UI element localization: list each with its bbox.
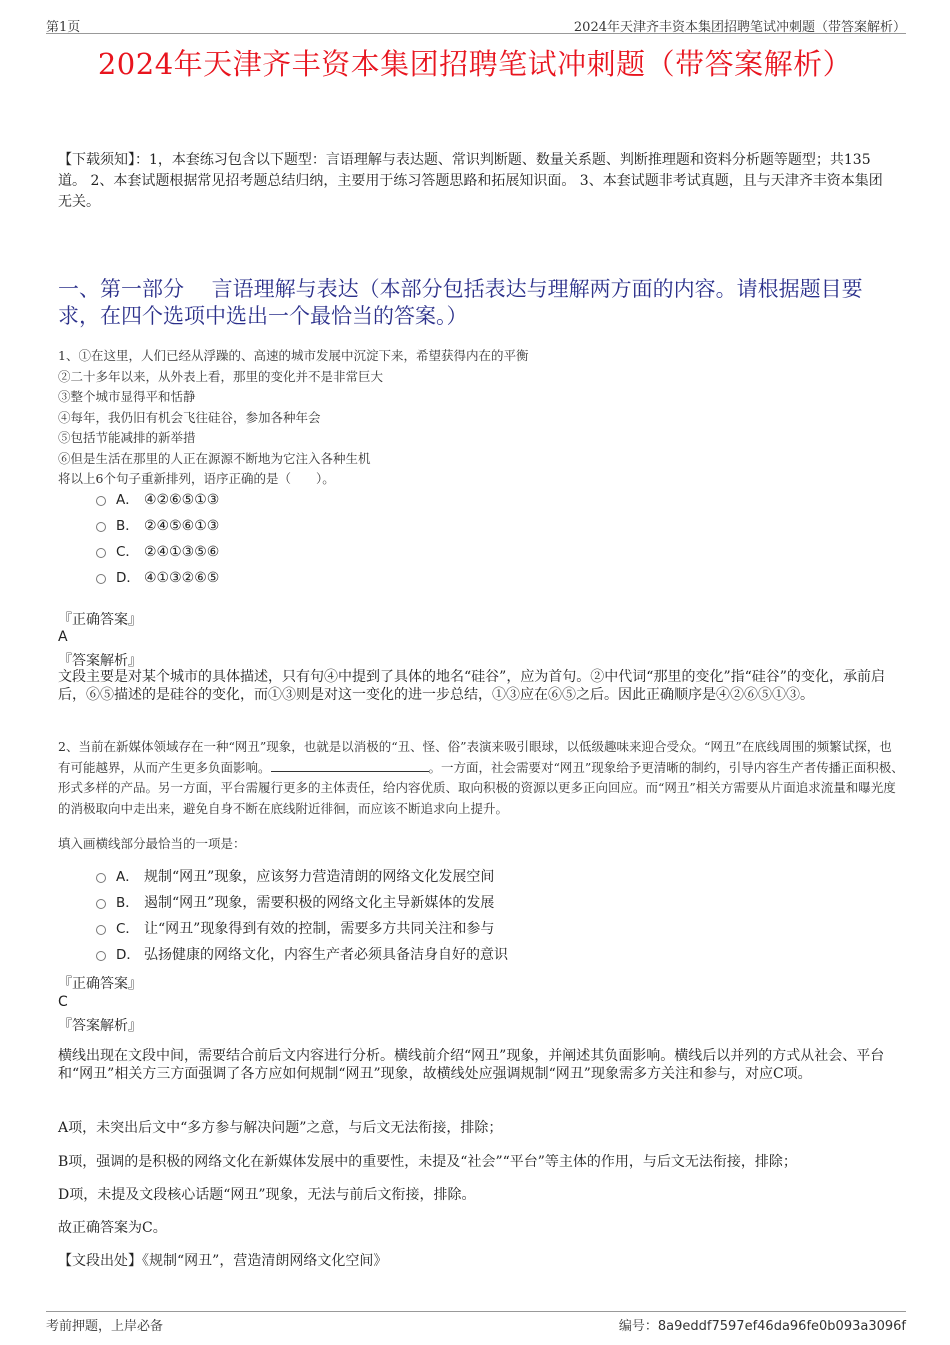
option-text: 让“网丑”现象得到有效的控制，需要多方共同关注和参与 bbox=[144, 921, 495, 937]
q2-stem-after: 。一方面，社会需要对“网丑”现象给予更清晰的制约，引导内容生产者传播正面积极、形式多样的产品。另一方面，平台需履行更多的主体责任，给内容优质、取向积极的资源以更多正向回应。而“网丑”相关方需要从片面追求流量和曝光度的消极取向中走出来，避免自身不断在底线附近徘徊，而应该不断追求向上提升。 bbox=[58, 759, 904, 816]
q2-analysis-paragraph: A项，未突出后文中“多方参与解决问题”之意，与后文无法衔接，排除； bbox=[58, 1120, 503, 1136]
option-letter: A． bbox=[116, 869, 139, 885]
q1-line: 将以上6个句子重新排列，语序正确的是（ ）。 bbox=[58, 471, 335, 486]
radio-button[interactable] bbox=[96, 574, 106, 584]
q1-analysis: 文段主要是对某个城市的具体描述，只有句④中提到了具体的地名“硅谷”，应为首句。②中代词“那里的变化”指“硅谷”的变化，承前启后，⑥⑤描述的是硅谷的变化，而①③则是对这一变化的进一步总结，①③应在⑥⑤之后。因此正确顺序是④②⑥⑤①③。 bbox=[58, 669, 885, 703]
question-2-options bbox=[96, 864, 508, 968]
q2-analysis-paragraph: D项，未提及文段核心话题“网丑”现象，无法与前后文衔接，排除。 bbox=[58, 1187, 476, 1203]
q1-line: ③整个城市显得平和恬静 bbox=[58, 389, 196, 404]
q1-line: ②二十多年以来，从外表上看，那里的变化并不是非常巨大 bbox=[58, 368, 384, 384]
option-text: 遏制“网丑”现象，需要积极的网络文化主导新媒体的发展 bbox=[144, 895, 495, 911]
radio-button[interactable] bbox=[96, 522, 106, 532]
radio-button[interactable] bbox=[96, 548, 106, 558]
footer-divider bbox=[46, 1311, 906, 1312]
option-letter: B． bbox=[116, 895, 139, 911]
question-2-stem bbox=[58, 737, 904, 819]
fill-blank bbox=[271, 759, 429, 772]
q1-answer-label: 『正确答案』 bbox=[58, 612, 142, 628]
radio-button[interactable] bbox=[96, 873, 106, 883]
option-text: ②④⑤⑥①③ bbox=[144, 518, 220, 534]
option-letter: D． bbox=[116, 947, 140, 963]
q1-answer: A bbox=[58, 629, 68, 645]
q2-answer: C bbox=[58, 994, 68, 1010]
q2-prompt: 填入画横线部分最恰当的一项是： bbox=[58, 836, 246, 851]
footer-slogan: 考前押题，上岸必备 bbox=[46, 1319, 164, 1334]
q1-option-d[interactable] bbox=[96, 565, 219, 591]
section-heading: 一、第一部分 言语理解与表达（本部分包括表达与理解两方面的内容。请根据题目要求，在四个选项中选出一个最恰当的答案。） bbox=[58, 277, 863, 328]
question-1-options bbox=[96, 487, 219, 591]
radio-button[interactable] bbox=[96, 925, 106, 935]
radio-button[interactable] bbox=[96, 951, 106, 961]
page-number: 第1页 bbox=[46, 20, 81, 35]
q2-stem-before: 2、当前在新媒体领域存在一种“网丑”现象，也就是以消极的“丑、怪、俗”表演来吸引眼球，以低级趣味来迎合受众。“网丑”在底线周围的频繁试探，也有可能越界，从而产生更多负面影响。 bbox=[58, 739, 892, 775]
option-text: ④②⑥⑤①③ bbox=[144, 492, 220, 508]
option-text: ④①③②⑥⑤ bbox=[144, 570, 220, 586]
q1-line: 1、①在这里，人们已经从浮躁的、高速的城市发展中沉淀下来，希望获得内在的平衡 bbox=[58, 348, 529, 363]
header-doc-title: 2024年天津齐丰资本集团招聘笔试冲刺题（带答案解析） bbox=[573, 20, 906, 35]
q1-option-c[interactable] bbox=[96, 539, 219, 565]
option-text: 弘扬健康的网络文化，内容生产者必须具备洁身自好的意识 bbox=[144, 947, 508, 963]
q1-option-a[interactable] bbox=[96, 487, 219, 513]
q1-line: ⑤包括节能减排的新举措 bbox=[58, 430, 196, 445]
q2-source: 【文段出处】《规制“网丑”，营造清朗网络文化空间》 bbox=[58, 1253, 388, 1269]
footer-doc-id: 编号：8a9eddf7597ef46da96fe0b093a3096f bbox=[618, 1319, 906, 1334]
page-title: 2024年天津齐丰资本集团招聘笔试冲刺题（带答案解析） bbox=[97, 47, 853, 81]
q2-option-c[interactable] bbox=[96, 916, 508, 942]
option-letter: B． bbox=[116, 518, 139, 534]
q2-analysis-paragraph: B项，强调的是积极的网络文化在新媒体发展中的重要性，未提及“社会”“平台”等主体的作用，与后文无法衔接，排除； bbox=[58, 1154, 797, 1170]
download-notice: 【下载须知】：1，本套练习包含以下题型：言语理解与表达题、常识判断题、数量关系题、判断推理题和资料分析题等题型；共135道。 2、本套试题根据常见招考题总结归纳，主要用于练习答题思路和拓展知识面。 3、本套试题非考试真题，且与天津齐丰资本集团无关。 bbox=[58, 152, 883, 210]
option-text: 规制“网丑”现象，应该努力营造清朗的网络文化发展空间 bbox=[144, 869, 495, 885]
q2-answer-label: 『正确答案』 bbox=[58, 976, 142, 992]
q2-analysis-paragraph: 故正确答案为C。 bbox=[58, 1220, 167, 1236]
q1-option-b[interactable] bbox=[96, 513, 219, 539]
option-letter: A． bbox=[116, 492, 139, 508]
option-letter: D． bbox=[116, 570, 140, 586]
q2-analysis-label: 『答案解析』 bbox=[58, 1018, 142, 1034]
q1-line: ④每年，我仍旧有机会飞往硅谷，参加各种年会 bbox=[58, 409, 321, 425]
q1-line: ⑥但是生活在那里的人正在源源不断地为它注入各种生机 bbox=[58, 450, 371, 466]
q2-option-d[interactable] bbox=[96, 942, 508, 968]
q1-analysis-label: 『答案解析』 bbox=[58, 653, 142, 669]
option-text: ②④①③⑤⑥ bbox=[144, 544, 220, 560]
q2-option-b[interactable] bbox=[96, 890, 508, 916]
q2-option-a[interactable] bbox=[96, 864, 508, 890]
q2-analysis-paragraph: 横线出现在文段中间，需要结合前后文内容进行分析。横线前介绍“网丑”现象，并阐述其负面影响。横线后以并列的方式从社会、平台和“网丑”相关方三方面强调了各方应如何规制“网丑”现象，故横线处应强调规制“网丑”现象需多方关注和参与，对应C项。 bbox=[58, 1048, 885, 1082]
radio-button[interactable] bbox=[96, 899, 106, 909]
option-letter: C． bbox=[116, 921, 139, 937]
question-1-stem bbox=[58, 346, 894, 490]
radio-button[interactable] bbox=[96, 496, 106, 506]
option-letter: C． bbox=[116, 544, 139, 560]
header-divider bbox=[46, 33, 906, 34]
